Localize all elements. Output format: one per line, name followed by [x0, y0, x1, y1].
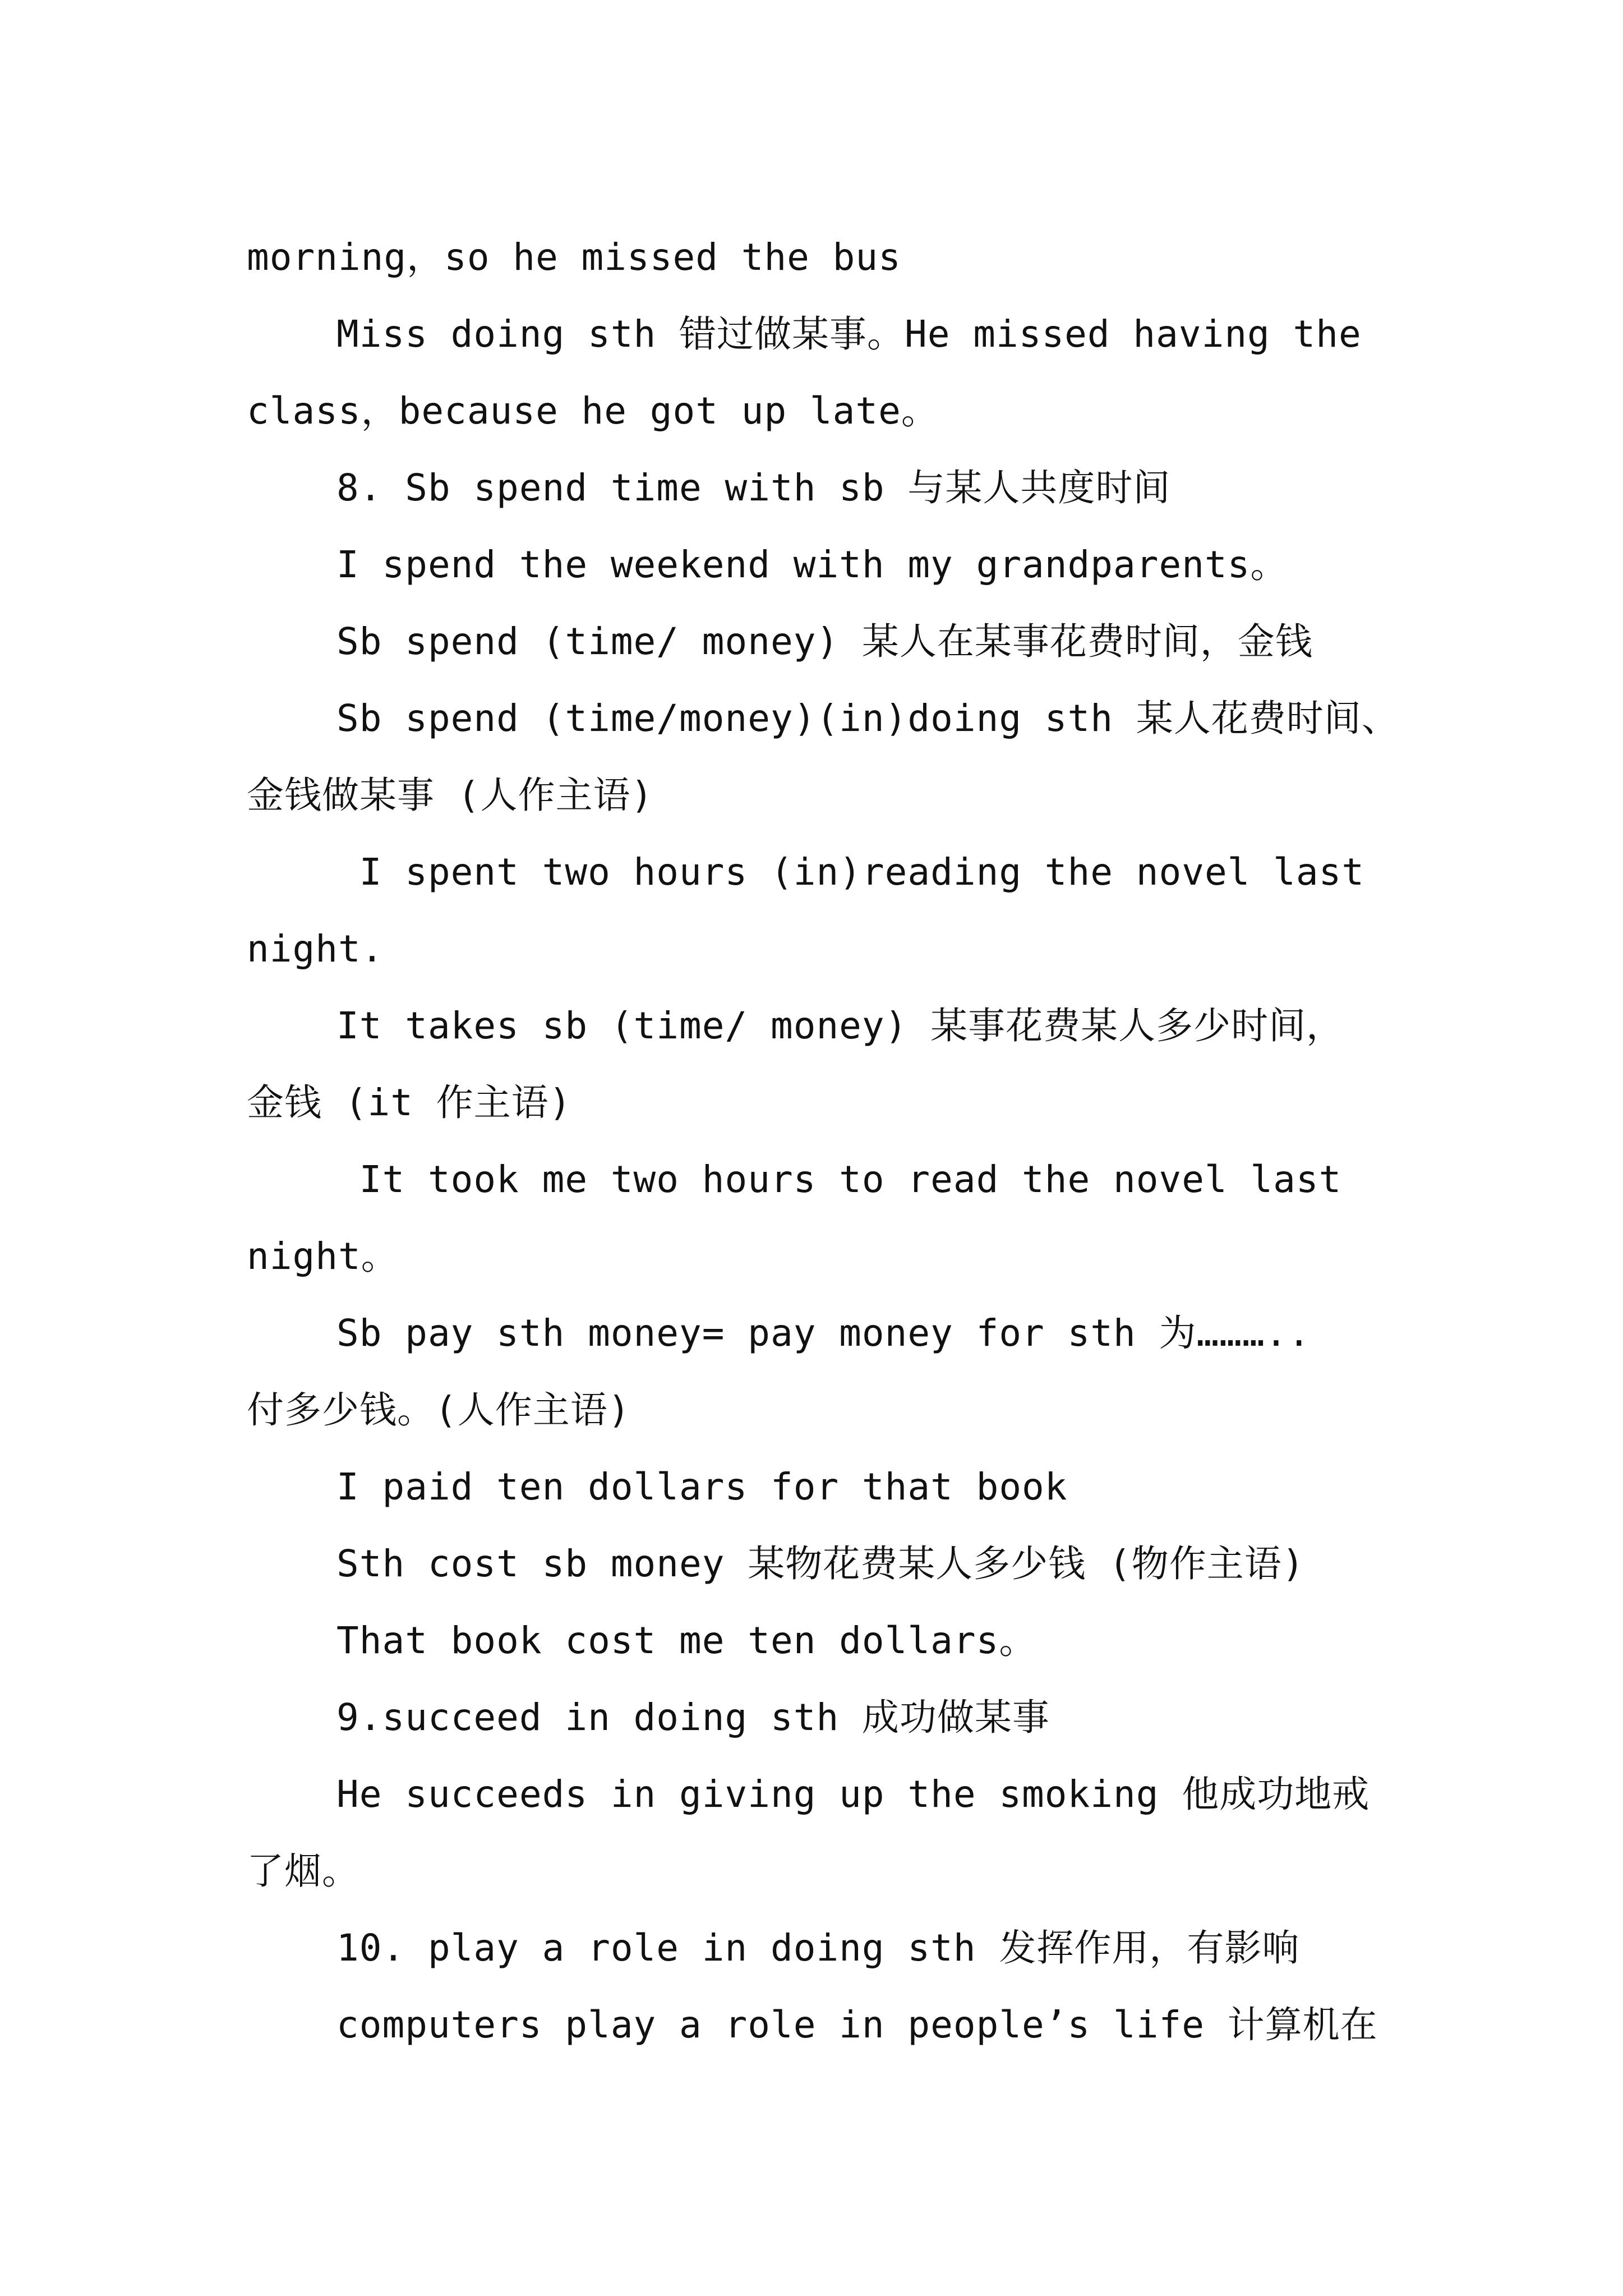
text-line: Sb spend (time/ money) 某人在某事花费时间，金钱	[336, 620, 1313, 663]
text-line: That book cost me ten dollars。	[336, 1619, 1037, 1662]
text-line: It takes sb (time/ money) 某事花费某人多少时间，	[336, 1004, 1344, 1047]
text-line: I paid ten dollars for that book	[336, 1465, 1068, 1508]
text-line: It took me two hours to read the novel last	[336, 1158, 1342, 1201]
text-line: 了烟。	[247, 1849, 359, 1893]
text-line: 金钱 (it 作主语)	[247, 1081, 572, 1124]
text-line: night。	[247, 1235, 399, 1278]
text-line: 金钱做某事 (人作主语)	[247, 774, 654, 817]
text-line: morning，so he missed the bus	[247, 236, 901, 279]
document-page	[247, 219, 1399, 2063]
text-line: Miss doing sth 错过做某事。He missed having the	[336, 312, 1362, 356]
text-line: night.	[247, 927, 384, 970]
text-line: I spend the weekend with my grandparents。	[336, 543, 1288, 586]
text-line: 付多少钱。(人作主语)	[247, 1388, 631, 1432]
text-line: Sb spend (time/money)(in)doing sth 某人花费时间、	[336, 697, 1399, 740]
text-line: class，because he got up late。	[247, 389, 939, 432]
text-line: Sth cost sb money 某物花费某人多少钱 (物作主语)	[336, 1542, 1305, 1585]
text-line: 10. play a role in doing sth 发挥作用，有影响	[336, 1926, 1300, 1970]
text-line: Sb pay sth money= pay money for sth 为………..	[336, 1312, 1311, 1355]
text-line: I spent two hours (in)reading the novel last	[336, 850, 1365, 894]
text-line: He succeeds in giving up the smoking 他成功地戒	[336, 1773, 1370, 1816]
text-line: 8. Sb spend time with sb 与某人共度时间	[336, 466, 1171, 509]
text-line: 9.succeed in doing sth 成功做某事	[336, 1696, 1050, 1739]
text-line: computers play a role in people’s life 计算机在	[336, 2003, 1378, 2046]
